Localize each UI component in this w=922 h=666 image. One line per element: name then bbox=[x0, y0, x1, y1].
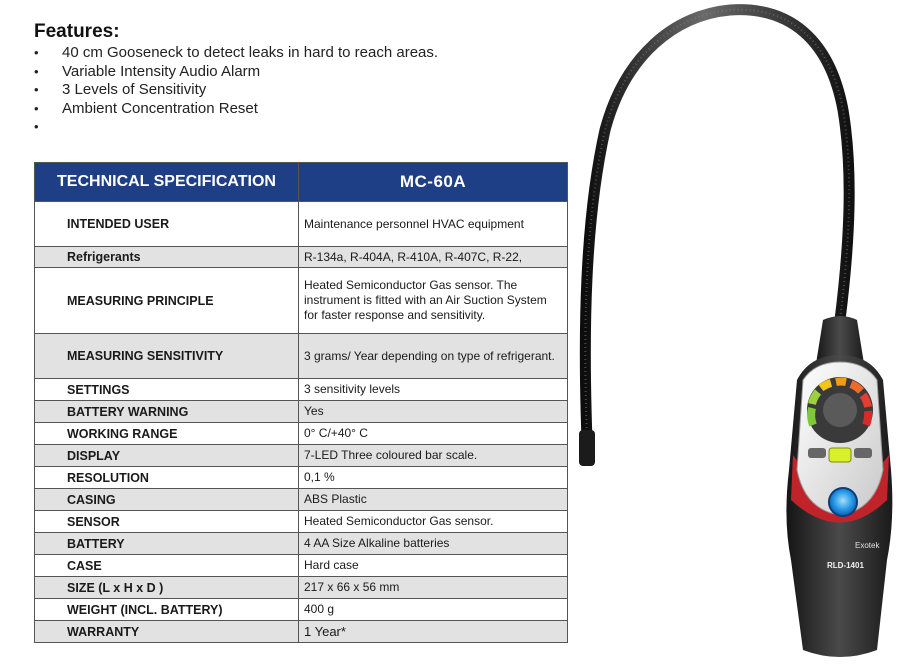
spec-value: 400 g bbox=[299, 599, 568, 621]
features-section bbox=[34, 20, 554, 137]
spec-label: Refrigerants bbox=[35, 247, 299, 268]
spec-label: BATTERY bbox=[35, 533, 299, 555]
table-row bbox=[35, 467, 568, 489]
table-row bbox=[35, 423, 568, 445]
spec-value: 217 x 66 x 56 mm bbox=[299, 577, 568, 599]
spec-label: CASE bbox=[35, 555, 299, 577]
spec-label: MEASURING SENSITIVITY bbox=[35, 334, 299, 379]
spec-header-right: MC-60A bbox=[299, 163, 568, 202]
feature-item: • Variable Intensity Audio Alarm bbox=[34, 63, 554, 82]
spec-value: 3 sensitivity levels bbox=[299, 379, 568, 401]
spec-value: Maintenance personnel HVAC equipment bbox=[299, 202, 568, 247]
table-row bbox=[35, 445, 568, 467]
spec-label: WORKING RANGE bbox=[35, 423, 299, 445]
spec-value: 7-LED Three coloured bar scale. bbox=[299, 445, 568, 467]
table-row bbox=[35, 621, 568, 643]
feature-item: • 3 Levels of Sensitivity bbox=[34, 81, 554, 100]
spec-label: WEIGHT (INCL. BATTERY) bbox=[35, 599, 299, 621]
spec-table bbox=[34, 162, 568, 643]
spec-label: MEASURING PRINCIPLE bbox=[35, 268, 299, 334]
power-button bbox=[829, 488, 857, 516]
table-row bbox=[35, 247, 568, 268]
spec-label: INTENDED USER bbox=[35, 202, 299, 247]
feature-item: • 40 cm Gooseneck to detect leaks in hard to reach areas. bbox=[34, 44, 554, 63]
brand-label: Exotek bbox=[855, 541, 880, 550]
table-row bbox=[35, 555, 568, 577]
spec-label: SENSOR bbox=[35, 511, 299, 533]
spec-value: ABS Plastic bbox=[299, 489, 568, 511]
spec-value: Heated Semiconductor Gas sensor. The instrument is fitted with an Air Suction System for faster response and sensitivity. bbox=[299, 268, 568, 334]
table-row bbox=[35, 202, 568, 247]
table-row bbox=[35, 577, 568, 599]
feature-item: • Ambient Concentration Reset bbox=[34, 100, 554, 119]
spec-value: Yes bbox=[299, 401, 568, 423]
table-row bbox=[35, 379, 568, 401]
table-row bbox=[35, 511, 568, 533]
spec-header-row bbox=[35, 163, 568, 202]
table-row bbox=[35, 401, 568, 423]
table-row bbox=[35, 599, 568, 621]
spec-value: Heated Semiconductor Gas sensor. bbox=[299, 511, 568, 533]
spec-value: 0° C/+40° C bbox=[299, 423, 568, 445]
leak-detector-image bbox=[565, 0, 922, 666]
spec-label: BATTERY WARNING bbox=[35, 401, 299, 423]
spec-value: 4 AA Size Alkaline batteries bbox=[299, 533, 568, 555]
spec-value: 1 Year* bbox=[299, 621, 568, 643]
model-label: RLD-1401 bbox=[827, 561, 864, 570]
spec-label: RESOLUTION bbox=[35, 467, 299, 489]
table-row bbox=[35, 533, 568, 555]
spec-label: DISPLAY bbox=[35, 445, 299, 467]
spec-value: 0,1 % bbox=[299, 467, 568, 489]
sensor-tip bbox=[579, 430, 595, 466]
table-row bbox=[35, 268, 568, 334]
spec-label: SETTINGS bbox=[35, 379, 299, 401]
spec-label: CASING bbox=[35, 489, 299, 511]
table-row bbox=[35, 334, 568, 379]
spec-label: SIZE (L x H x D ) bbox=[35, 577, 299, 599]
feature-item bbox=[34, 118, 554, 137]
status-led bbox=[829, 448, 851, 462]
spec-value: R-134a, R-404A, R-410A, R-407C, R-22, bbox=[299, 247, 568, 268]
spec-label: WARRANTY bbox=[35, 621, 299, 643]
spec-value: 3 grams/ Year depending on type of refrigerant. bbox=[299, 334, 568, 379]
spec-value: Hard case bbox=[299, 555, 568, 577]
spec-header-left: TECHNICAL SPECIFICATION bbox=[35, 163, 299, 202]
features-list bbox=[34, 44, 554, 137]
table-row bbox=[35, 489, 568, 511]
features-title: Features: bbox=[34, 21, 120, 42]
